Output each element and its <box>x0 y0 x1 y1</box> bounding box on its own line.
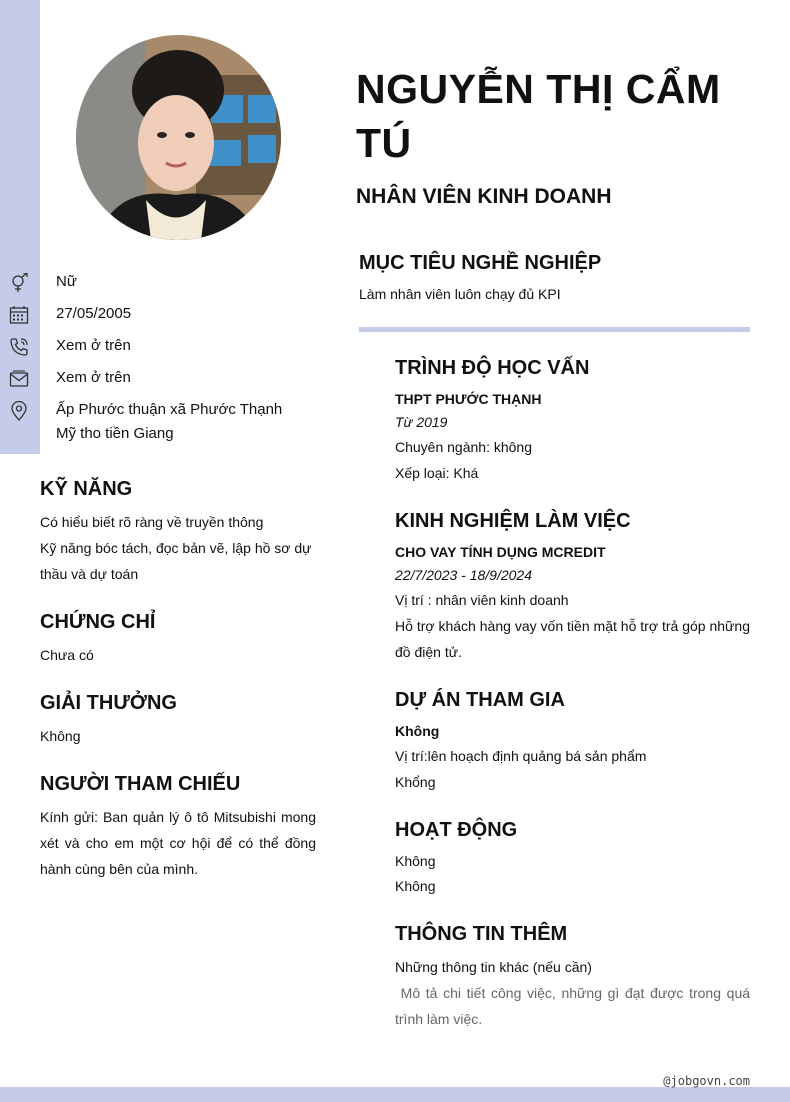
activity-line-2: Không <box>395 878 436 894</box>
avatar <box>76 35 281 240</box>
gender-icon <box>9 273 29 293</box>
experience-period: 22/7/2023 - 18/9/2024 <box>395 567 533 583</box>
job-title: NHÂN VIÊN KINH DOANH <box>356 185 612 208</box>
phone-value: Xem ở trên <box>56 337 131 354</box>
candidate-name: NGUYỄN THỊ CẨM TÚ <box>356 66 721 166</box>
references-title: NGƯỜI THAM CHIẾU <box>40 773 241 795</box>
certificates-title: CHỨNG CHỈ <box>40 611 156 633</box>
activity-line-1: Không <box>395 853 436 869</box>
bottom-accent-bar <box>0 1087 790 1102</box>
objective-text: Làm nhân viên luôn chạy đủ KPI <box>359 286 561 302</box>
skills-list <box>40 509 320 587</box>
birthday-value: 27/05/2005 <box>56 305 132 322</box>
education-major: Chuyên ngành: không <box>395 439 532 455</box>
project-role: Vị trí:lên hoạch định quảng bá sản phẩm <box>395 748 647 764</box>
awards-title: GIẢI THƯỞNG <box>40 692 177 714</box>
certificates-text: Chưa có <box>40 647 94 663</box>
watermark: @jobgovn.com <box>663 1074 750 1088</box>
experience-position: Vị trí : nhân viên kinh doanh <box>395 592 569 608</box>
experience-title: KINH NGHIỆM LÀM VIỆC <box>395 510 631 532</box>
projects-title: DỰ ÁN THAM GIA <box>395 689 565 711</box>
location-icon <box>9 401 29 421</box>
phone-icon <box>9 337 29 357</box>
skill-line-1: Có hiểu biết rõ ràng về truyền thông <box>40 514 264 530</box>
extra-info-description: Mô tả chi tiết công việc, những gì đạt được trong quá trình làm việc. <box>395 985 754 1027</box>
project-name: Không <box>395 723 440 739</box>
email-value: Xem ở trên <box>56 369 131 386</box>
project-note: Khổng <box>395 774 436 790</box>
calendar-icon <box>9 305 29 325</box>
education-rank: Xếp loại: Khá <box>395 465 479 481</box>
experience-description: Hỗ trợ khách hàng vay vốn tiền mặt hỗ trợ trả góp những đồ điện tử. <box>395 618 750 660</box>
skill-line-2: Kỹ năng bóc tách, đọc bản vẽ, lập hồ sơ dự <box>40 540 312 556</box>
section-divider <box>359 327 750 332</box>
mail-icon <box>9 369 29 389</box>
education-period: Từ 2019 <box>395 414 448 430</box>
address-line-1: Ấp Phước thuận xã Phước Thạnh <box>56 401 283 418</box>
avatar-photo <box>76 35 281 240</box>
education-title: TRÌNH ĐỘ HỌC VẤN <box>395 357 590 379</box>
gender-value: Nữ <box>56 273 77 290</box>
education-school: THPT PHƯỚC THẠNH <box>395 391 542 407</box>
extra-info-subtitle: Những thông tin khác (nếu cần) <box>395 959 592 975</box>
objective-title: MỤC TIÊU NGHỀ NGHIỆP <box>359 252 602 274</box>
experience-company: CHO VAY TÍNH DỤNG MCREDIT <box>395 544 606 560</box>
address-line-2: Mỹ tho tiền Giang <box>56 425 174 442</box>
skills-title: KỸ NĂNG <box>40 478 133 500</box>
activities-title: HOẠT ĐỘNG <box>395 819 518 841</box>
references-text: Kính gửi: Ban quản lý ô tô Mitsubishi mong xét và cho em một cơ hội để có thể đồng hành cùng bên của mình. <box>40 809 316 877</box>
awards-text: Không <box>40 728 81 744</box>
extra-info-title: THÔNG TIN THÊM <box>395 923 568 945</box>
skill-line-3: thầu và dự toán <box>40 566 139 582</box>
